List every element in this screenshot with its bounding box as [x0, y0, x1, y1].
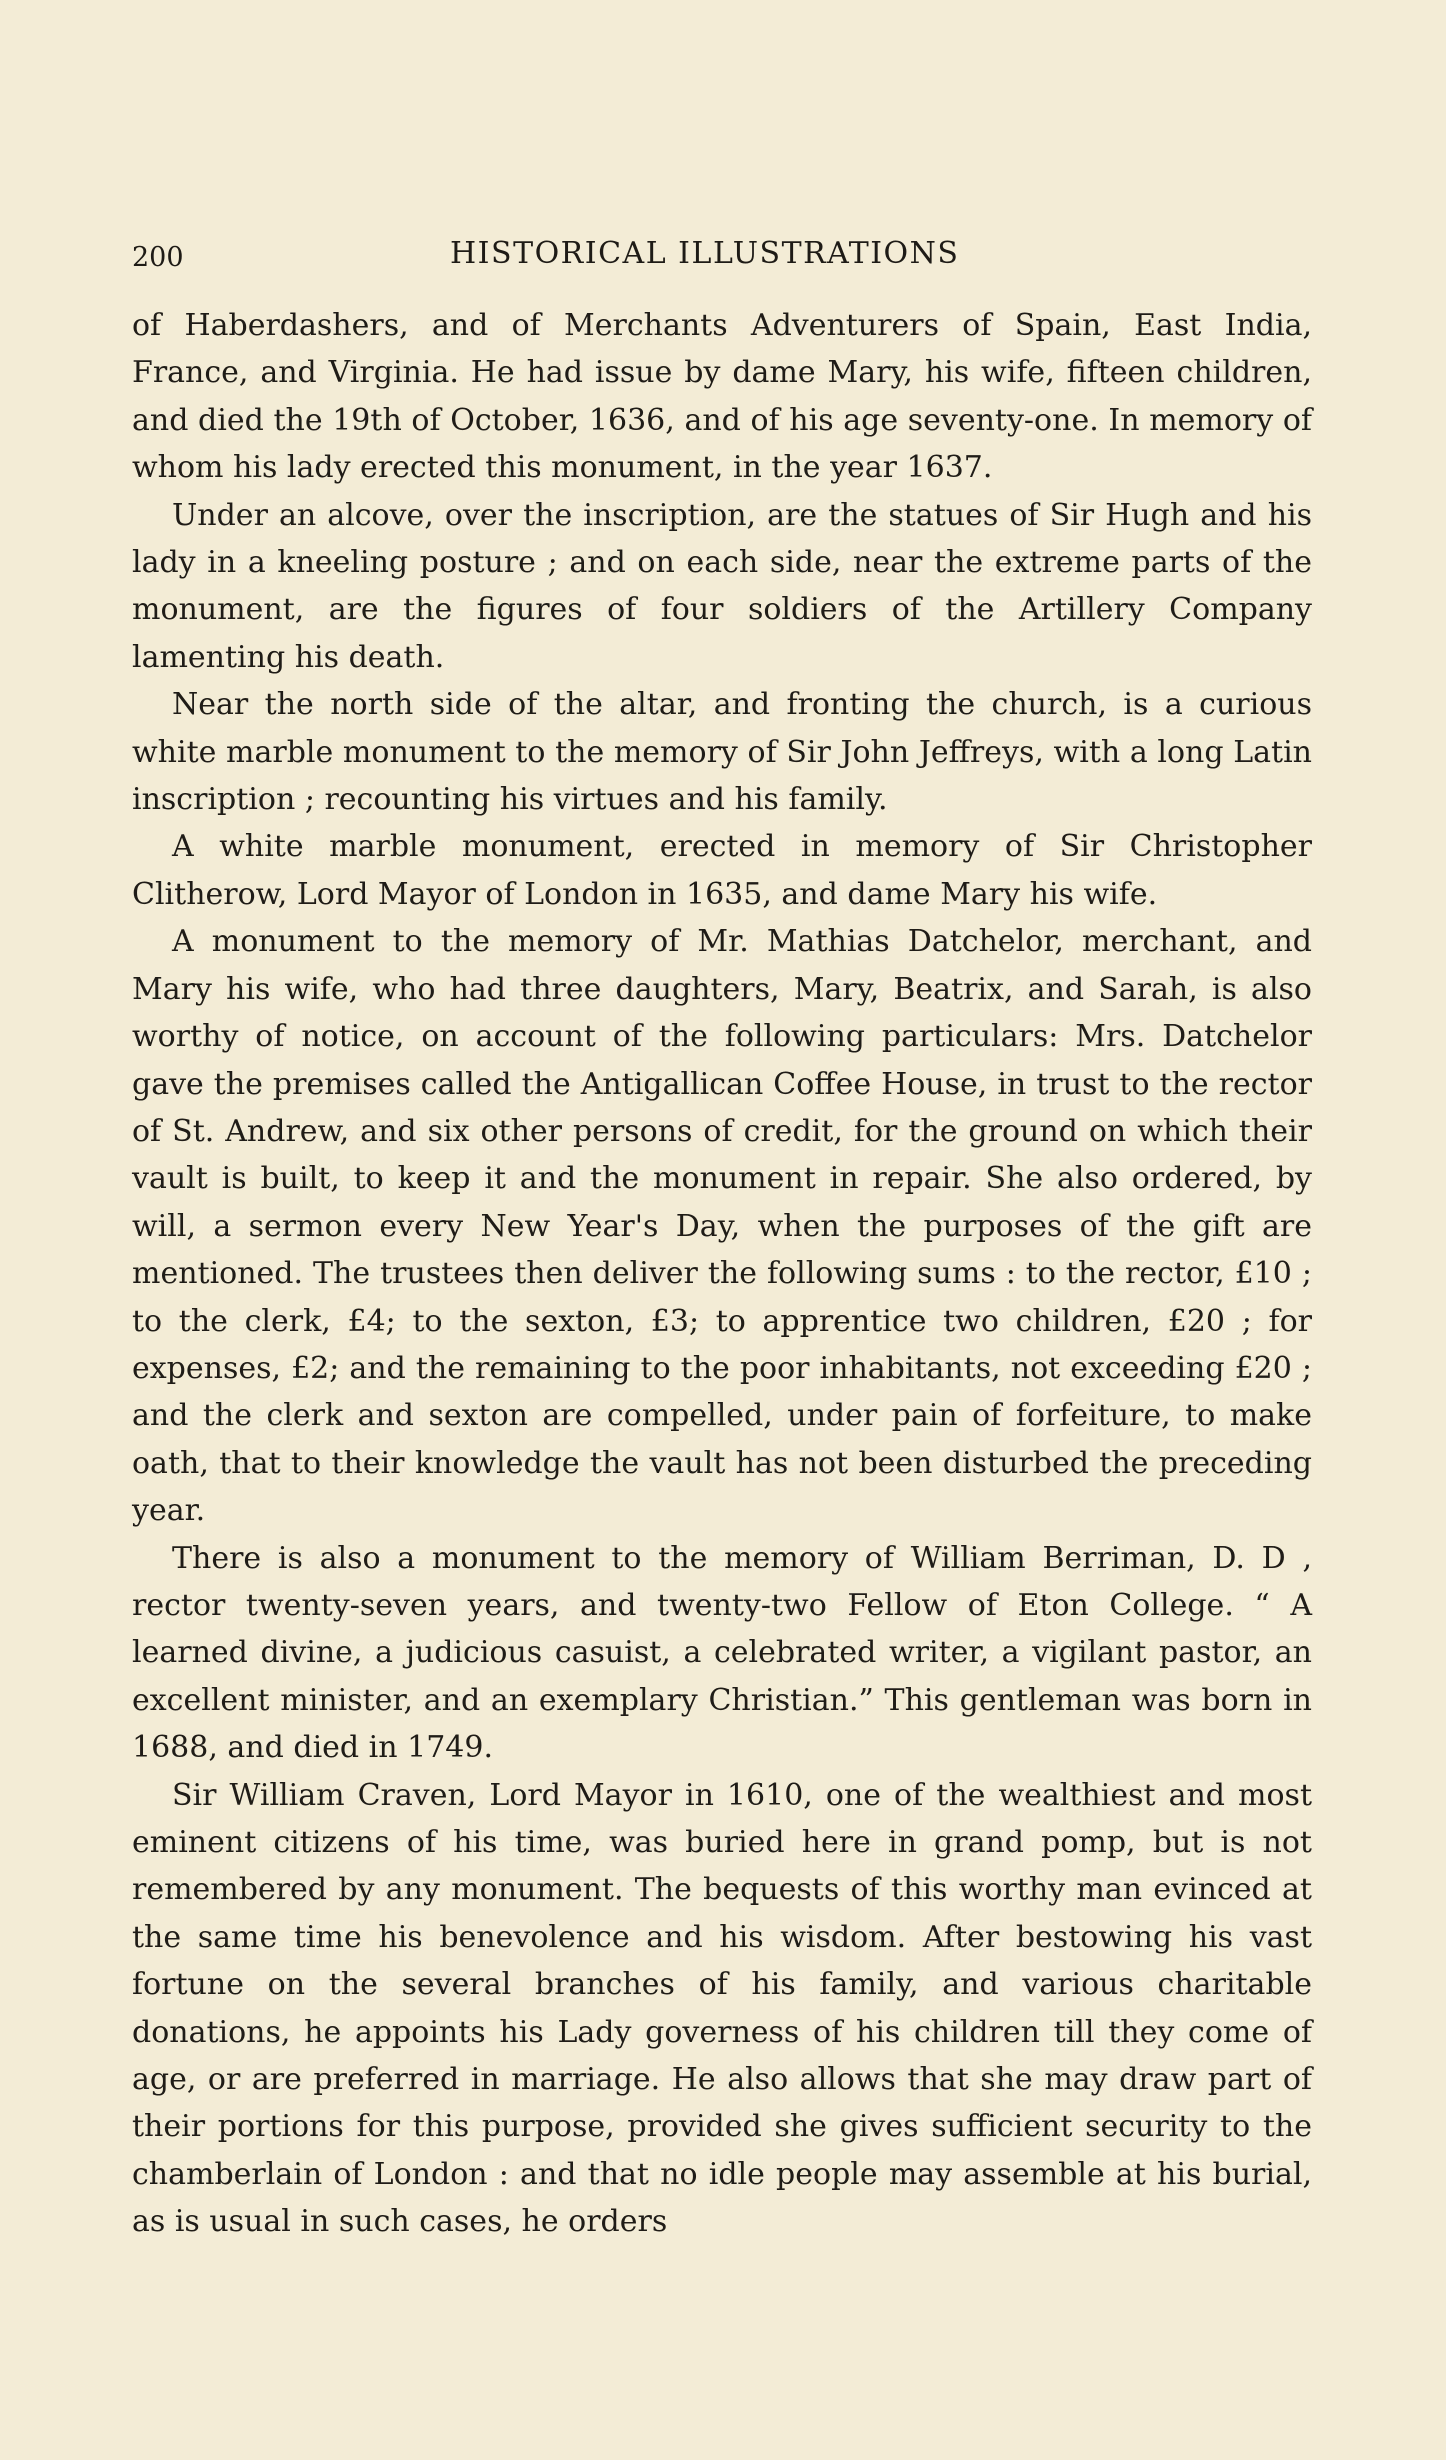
paragraph: Under an alcove, over the inscription, are the statues of Sir Hugh and his lady in a kneeling posture ; and on each side, near the extreme parts of the monument, are the figures of four soldiers of the Artillery Company lamenting his death. [132, 497, 1312, 675]
running-head: HISTORICAL ILLUSTRATIONS [450, 236, 960, 271]
page-number: 200 [132, 242, 184, 273]
paragraph: Sir William Craven, Lord Mayor in 1610, one of the wealthiest and most eminent citizens of his time, was buried here in grand pomp, but is not remembered by any monument. The bequests of this worthy man evinced at the same time his benevolence and his wisdom. After bestowing his vast fortune on the several branches of his family, and various charitable donations, he appoints his Lady governess of his children till they come of age, or are preferred in marriage. He also allows that she may draw part of their portions for this purpose, provided she gives sufficient security to the chamberlain of London : and that no idle people may assemble at his burial, as is usual in such cases, he orders [132, 1777, 1312, 2240]
paragraph: of Haberdashers, and of Merchants Adventurers of Spain, East India, France, and Virginia. He had issue by dame Mary, his wife, fifteen children, and died the 19th of October, 1636, and of his age seventy-one. In memory of whom his lady erected this monument, in the year 1637. [132, 308, 1312, 486]
paragraph: There is also a monument to the memory of William Berriman, D. D , rector twenty-seven years, and twenty-two Fellow of Eton College. “ A learned divine, a judicious casuist, a celebrated writer, a vigilant pastor, an excellent minister, and an exemplary Christian.” This gentleman was born in 1688, and died in 1749. [132, 1540, 1312, 1766]
paragraph: Near the north side of the altar, and fronting the church, is a curious white marble monument to the memory of Sir John Jeffreys, with a long Latin inscription ; recounting his virtues and his family. [132, 687, 1312, 818]
paragraph: A monument to the memory of Mr. Mathias Datchelor, merchant, and Mary his wife, who had three daughters, Mary, Beatrix, and Sarah, is also worthy of notice, on account of the following particulars: Mrs. Datchelor gave the premises called the Antigallican Coffee House, in trust to the rector of St. Andrew, and six other persons of credit, for the ground on which their vault is built, to keep it and the monument in repair. She also ordered, by will, a sermon every New Year's Day, when the purposes of the gift are mentioned. The trustees then deliver the following sums : to the rector, £10 ; to the clerk, £4; to the sexton, £3; to apprentice two children, £20 ; for expenses, £2; and the remaining to the poor inhabitants, not exceeding £20 ; and the clerk and sexton are compelled, under pain of forfeiture, to make oath, that to their knowledge the vault has not been disturbed the preceding year. [132, 924, 1312, 1529]
page-header [132, 232, 1312, 282]
body-text [132, 302, 1312, 2246]
paragraph: A white marble monument, erected in memory of Sir Christopher Clitherow, Lord Mayor of London in 1635, and dame Mary his wife. [132, 829, 1312, 912]
